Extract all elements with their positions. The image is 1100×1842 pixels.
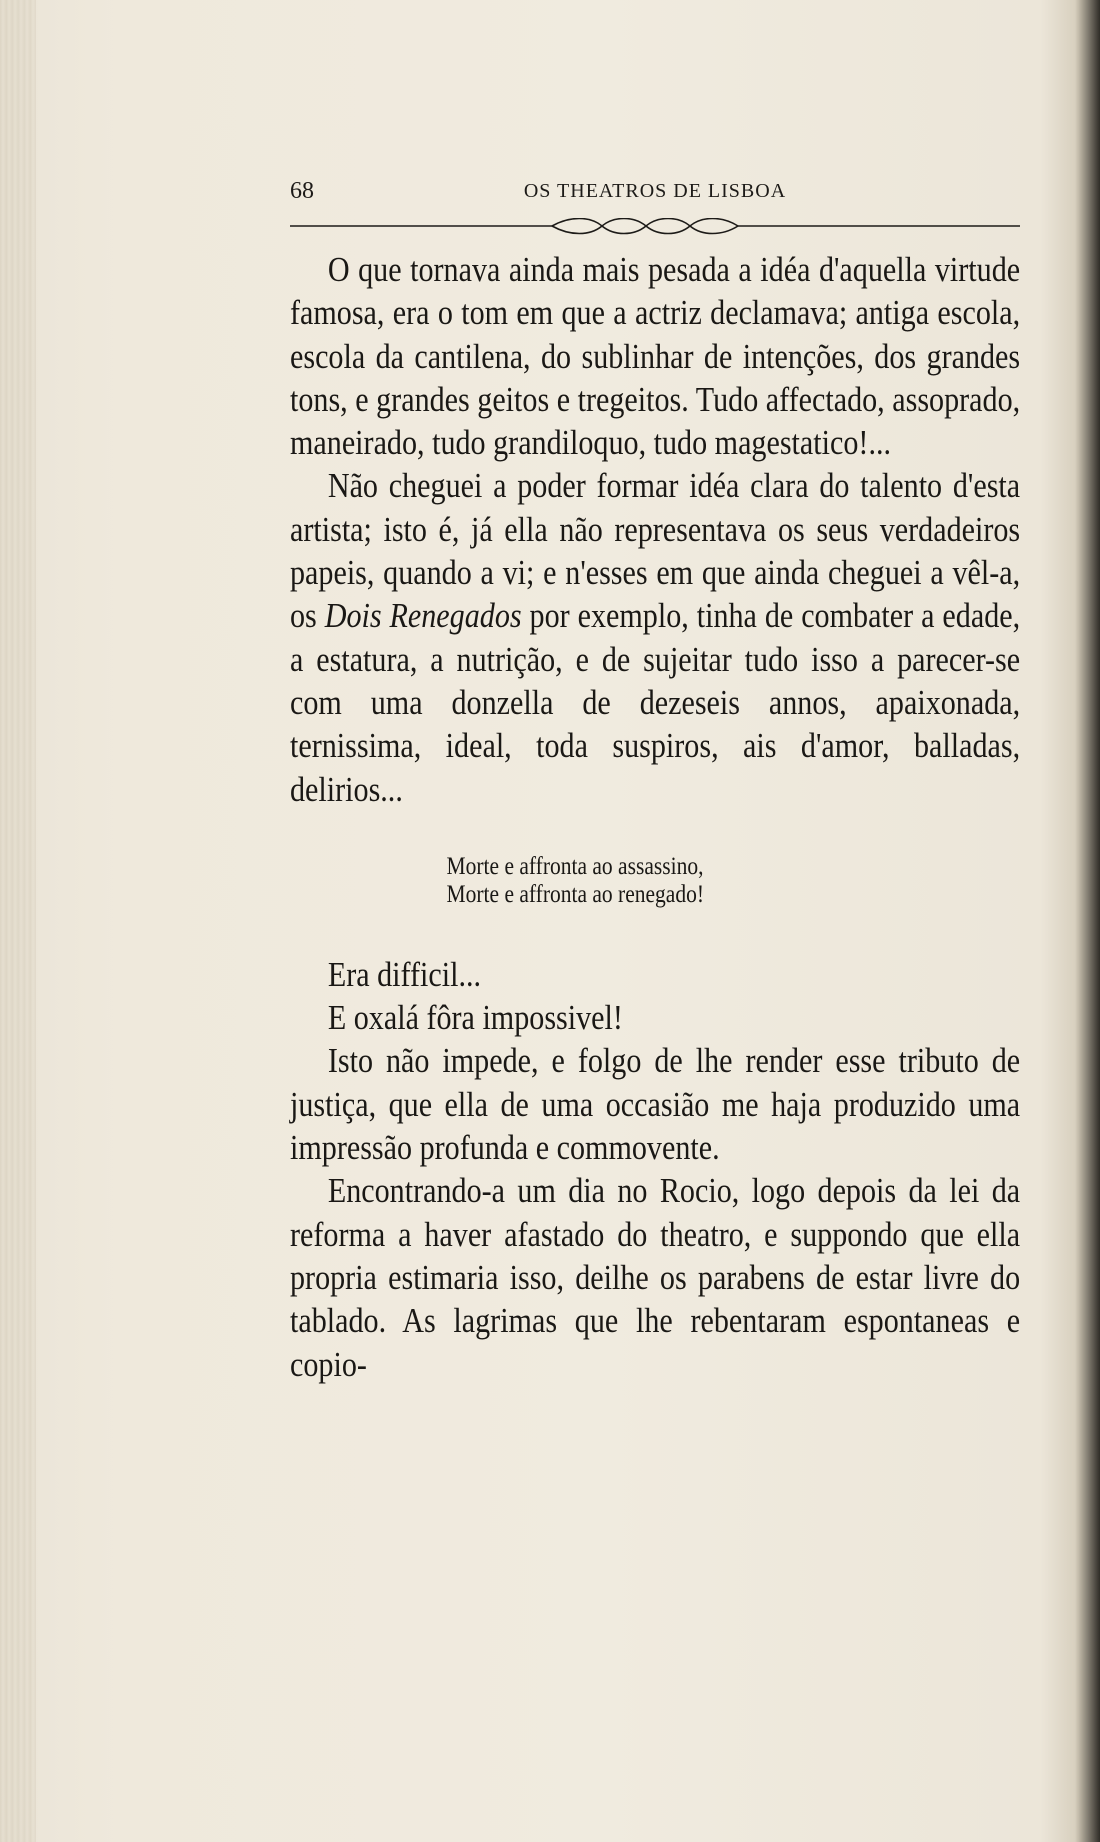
page-number: 68 (290, 178, 314, 204)
running-title: OS THEATROS DE LISBOA (523, 180, 787, 202)
paragraph-text: Não cheguei a poder formar idéa clara do talento d'esta artista; isto é, já ella não representava os seus verdadeiros papeis, quando a vi; e n'esses em que ainda cheguei a vêl-a, os (290, 466, 1021, 636)
running-head (290, 178, 1020, 210)
paragraph: E oxalá fôra impossivel! (327, 998, 623, 1038)
verse-line: Morte e affronta ao renegado! (446, 880, 704, 908)
page-edge-shadow (1078, 0, 1100, 1842)
italic-title: Dois Renegados (324, 596, 522, 636)
paragraph: Encontrando-a um dia no Rocio, logo depois da lei da reforma a haver afastado do theatro, e suppondo que ella propria estimaria isso, deilhe os parabens de estar livre do tablado. As lagrimas que lhe rebentaram espontaneas e copio- (290, 1171, 1021, 1384)
paragraph (290, 464, 1020, 810)
page-gutter-shadow (0, 0, 36, 1842)
page-body (290, 248, 1020, 1386)
verse-quote (447, 853, 1021, 909)
paragraph: Isto não impede, e folgo de lhe render esse tributo de justiça, que ella de uma occasião me haja produzido uma impressão profunda e commovente. (290, 1041, 1021, 1168)
paragraph: O que tornava ainda mais pesada a idéa d'aquella virtude famosa, era o tom em que a actriz declamava; antiga escola, escola da cantilena, do sublinhar de intenções, dos grandes tons, e grandes geitos e tregeitos. Tudo affectado, assoprado, maneirado, tudo grandiloquo, tudo magestatico!... (290, 250, 1021, 463)
paragraph-text: por exemplo, tinha de combater a edade, a estatura, a nutrição, e de sujeitar tudo isso a parecer-se com uma donzella de dezeseis annos, apaixonada, ternissima, ideal, toda suspiros, ais d'amor, balladas, delirios... (290, 596, 1021, 809)
paragraph: Era difficil... (327, 954, 482, 994)
ornamental-rule (290, 218, 1020, 240)
verse-line: Morte e affronta ao assassino, (446, 852, 704, 880)
